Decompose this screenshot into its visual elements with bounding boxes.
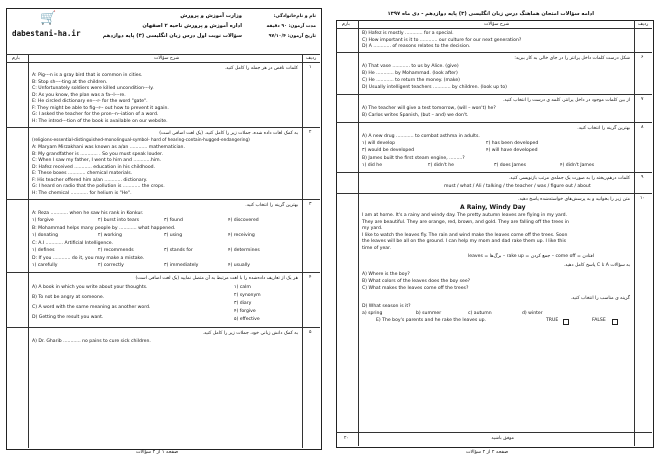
q1-line: D: As you know, the plan was a fa--l---re. [32,92,126,98]
q10-part2-question: D) What season is it? [362,304,411,309]
q10-option: c) autumn [468,311,492,316]
q9-rule [336,193,652,194]
exam-page-2 [336,8,654,456]
q2-line: A: Maryam Mirzakhani was known as a/an ............ mathematician. [32,145,185,150]
q3-option: ۲) burst into tears [98,218,140,223]
q7-instruction: از بین کلمات موجود در داخل پرانتز، کلمه ی درست را انتخاب کنید. [502,98,630,103]
q6-line: B) He ............ by Mohammad. (look after) [362,71,458,76]
q1-instruction: کلمات ناقص در هر جمله را کامل کنید. [224,66,298,71]
true-label: TRUE [546,318,559,323]
q6-line: C) He ............ to return the money. (make) [362,78,460,83]
q4-word: ۱) calm [234,285,251,290]
q4-definition: C) A word with the same meaning as another word. [32,305,151,310]
q1-line: A: Pig---n is a gray bird that is common in cities. [32,73,143,78]
q10-option: d) winter [522,311,543,316]
q4-definition: D) Getting the result you want. [32,315,104,320]
q3-option: ۴) receiving [228,233,255,238]
q7-number: ۷ [641,97,644,102]
q1-line: B: Stop sh----ting at the children. [32,79,108,85]
q4-rule [6,327,320,328]
q1-line: E: He circled dictionary en---r- for the word "gate". [32,99,148,104]
q10-question: C) What makes the leaves come off the trees? [362,286,469,291]
q2-line: D: Hafez received ............ education in his childhood. [32,164,156,170]
q3-stem: D: If you ............ do it, you may make a mistake. [32,256,145,261]
q5-rule [336,52,652,53]
q3-option: ۲) working [98,233,122,238]
q3-option: ۱) forgive [32,218,54,223]
header-bottom-rule [6,62,320,63]
site-logo: dabestani-ha.ir [12,29,81,38]
q6-rule [336,94,652,95]
q10-question: B) What colors of the leaves does the boy see? [362,279,471,284]
q5-line: B) Hafez is mostly ............ for a special. [362,31,454,36]
q8-stem: B) James built the first steam engine, .........? [362,156,465,161]
q3-option: ۱) defines [32,248,55,253]
passage-glossary: افتادن = come off – جمع کردن = rake up – برگ‌ها = leaves [468,254,594,259]
questions-column-header: شرح سؤالات [484,21,510,27]
total-score: ۲۰ [344,436,349,441]
true-checkbox[interactable] [563,319,569,325]
score-column-header: بارم [342,21,350,27]
q2-line: C: When I saw my father, I went to him and ............him. [32,158,162,163]
row-col-rule [634,20,635,446]
page-2-footer: صفحه ۲ از ۲ سؤالات [466,450,509,455]
q3-option: ۱) carefully [32,263,58,268]
q5-instruction: به کمک دانش زبانی خود، جملات زیر را کامل کنید. [202,331,298,336]
office-title: اداره آموزش و پرورش ناحیه ۲ اصفهان [142,23,242,29]
q1-line: H: The introd---tion of the book is available on our website. [32,118,168,124]
q3-option: ۴) usually [228,263,251,268]
q1-line: C: Unfortunately soldiers were killed uncondition---ly. [32,86,154,91]
q10-rule [336,432,652,433]
q3-number: ۳ [309,202,312,207]
score-column-header: بارم [12,55,20,61]
q1-number: ۱ [309,65,312,70]
q10-statement: E) The boy's parents and he rake the leaves up. [376,318,487,323]
q10-option: a) spring [362,311,383,316]
q10-part2-instruction: گزینه ی مناسب را انتخاب کنید. [570,296,630,301]
passage-line: the leaves will be all on the ground. I can help my mom and dad rake them up. I like this [362,239,566,244]
q2-line: H: The chemical ............ for helium is "He". [32,190,132,196]
passage-line: time of year. [362,245,392,251]
q3-stem: C: A.I ............ Artificial Intelligence. [32,241,114,246]
q10-part1-instruction: به سؤالات A تا C پاسخ کامل دهید. [563,263,630,268]
q5-line: C) How important is it to ............ our culture for our next generation? [362,37,522,43]
q6-instruction: شکل درست کلمات داخل پرانتز را در جای خالی به کار ببرید: [514,56,630,61]
q1-line: F: They might be able to fig--r-- out how to prevent it again. [32,105,169,111]
q2-line: G: I heard on radio that the pollution is ............ the crops. [32,184,165,189]
questions-column-header: شرح سؤالات [154,55,180,61]
q1-rule [6,127,320,128]
q6-line: A) That vase ............ to us by Alice. (give) [362,64,459,69]
q4-word: ۴) forgive [234,309,256,314]
row-column-header: ردیف [306,55,317,61]
q8-option: ۴) will have developed [486,148,538,153]
q4-instruction: هر یک از تعاریف داده‌شده را با لغت مرتبط به آن متصل نمایید (یک لغت اضافی است) [135,276,298,281]
q3-option: ۲) correctly [98,263,124,268]
q3-stem: B: Mohammad helps many people by ............ what happened. [32,226,176,231]
passage-line: I like to watch the leaves fly. The rain and wind make the leaves come off the trees. Soon [362,232,568,238]
passage-line: They are beautiful. They are orange, red, brown, and gold. They are falling off the trees in [362,219,569,225]
q8-option: ۱) will develop [362,141,396,146]
score-col-rule [28,54,29,448]
q3-option: ۲) recommends [98,248,134,253]
q10-number: ۱۰ [640,196,645,201]
q10-instruction: متن زیر را بخوانید و به پرسش‌های خواسته‌شده پاسخ دهید. [518,197,630,202]
q2-rule [6,199,320,200]
q5-number: ۵ [309,330,312,335]
row-col-rule [302,54,303,448]
q8-option: ۲) has been developed [486,141,539,146]
q8-option: ۱) did he [362,163,383,168]
q3-stem: A: Reza ............ when he saw his rank in Konkur. [32,211,144,216]
false-checkbox[interactable] [612,319,618,325]
q2-number: ۲ [309,130,312,135]
q9-scrambled: must / what / Ali / talking / the teacher / was / figure out / about [444,184,591,189]
closing-message: موفق باشید [491,436,514,441]
q5-line: D) A ............ of reasons relates to the decision. [362,44,471,49]
cart-icon: 🛒 [40,11,57,26]
q8-option: ۳) does James [494,163,526,168]
subject-line: سؤالات نوبت اول درس زبان انگلیسی (۳) پایه دوازدهم [102,33,242,39]
q4-number: ۴ [309,275,312,280]
q3-option: ۴) discovered [228,218,259,223]
q4-definition: B) To not be angry at someone. [32,295,105,300]
score-col-rule [358,20,359,446]
passage-line: I am at home. It's a rainy and windy day. The pretty autumn leaves are flying in my yard. [362,213,568,218]
q7-line: A) The teacher will give a test tomorrow, (will – won't) he? [362,106,496,111]
q8-instruction: بهترین گزینه را انتخاب کنید. [577,126,630,131]
q3-rule [6,272,320,273]
q6-number: ۶ [641,55,644,60]
page-1-footer: صفحه ۱ از ۲ سؤالات [136,450,179,455]
q3-option: ۳) found [164,218,183,223]
q8-option: ۳) would be developed [362,148,415,153]
duration-label: مدت آزمون: ۹۰ دقیقه [266,24,316,29]
row-column-header: ردیف [638,21,649,27]
passage-title: A Rainy, Windy Day [460,204,526,211]
q8-number: ۸ [641,125,644,130]
q8-option: ۴) didn't James [560,163,595,168]
q2-line: B: My grandfather is ............ . So you must speak louder. [32,151,163,157]
q2-instruction: به کمک لغات داده شده، جملات زیر را کامل کنید. (یک لغت اضافی است) [159,131,298,136]
q3-option: ۳) stands for [164,248,193,253]
q8-stem: A) A new drug ............ to combat asthma in adults. [362,134,480,139]
page-2-header: ادامه سؤالات امتحان هماهنگ درس زبان انگلیسی (۳) پایه دوازدهم - دی ماه ۱۳۹۷ [387,11,594,17]
false-label: FALSE [592,318,606,323]
header-bottom-rule [336,28,652,29]
q5-line: A) Dr. Gharib ............ no pains to cure sick children. [32,339,151,344]
q3-option: ۴) determines [228,248,260,253]
exam-page-1 [6,8,322,456]
q7-rule [336,122,652,123]
q10-question: A) Where is the boy? [362,272,410,277]
date-label: تاریخ آزمون: ۹۷/۱۰/۴ [268,34,316,39]
name-label: نام و نام‌خانوادگی: [273,14,316,19]
q3-option: ۱) donating [32,233,59,238]
q7-line: B) Carlos writes Spanish, (but – and) we don't. [362,113,469,118]
q3-instruction: بهترین گزینه را انتخاب کنید. [245,203,298,208]
q8-option: ۲) didn't he [428,163,455,168]
q6-line: D) Usually intelligent teachers ............ by children. (look up to) [362,85,507,90]
q4-word: ۵) effective [234,317,260,322]
q8-rule [336,172,652,173]
ministry-title: وزارت آموزش و پرورش [180,13,242,19]
q10-option: b) summer [416,311,442,316]
q4-word: ۳) diary [234,301,252,306]
q2-word-bank: (religions-essential-distinguished-monolingual-symbol- hard of hearing-contain-hugged-endangering) [32,138,250,143]
q4-definition: A) A book in which you write about your thoughts. [32,285,148,290]
q3-option: ۳) using [164,233,183,238]
passage-line: my yard. [362,226,383,231]
q2-line: E: These boxes ............ chemical materials. [32,171,133,176]
q9-instruction: کلمات درهم‌ریخته را به صورت یک جمله‌ی مرتب بازنویسی کنید. [508,176,630,181]
q3-option: ۳) immediately [164,263,199,268]
q9-number: ۹ [641,175,644,180]
q4-word: ۲) synonym [234,293,261,298]
q2-line: F: His teacher offered him a/an ............ dictionary. [32,177,148,183]
q1-line: G: I asked the teacher for the pron--n--iation of a word. [32,112,159,117]
